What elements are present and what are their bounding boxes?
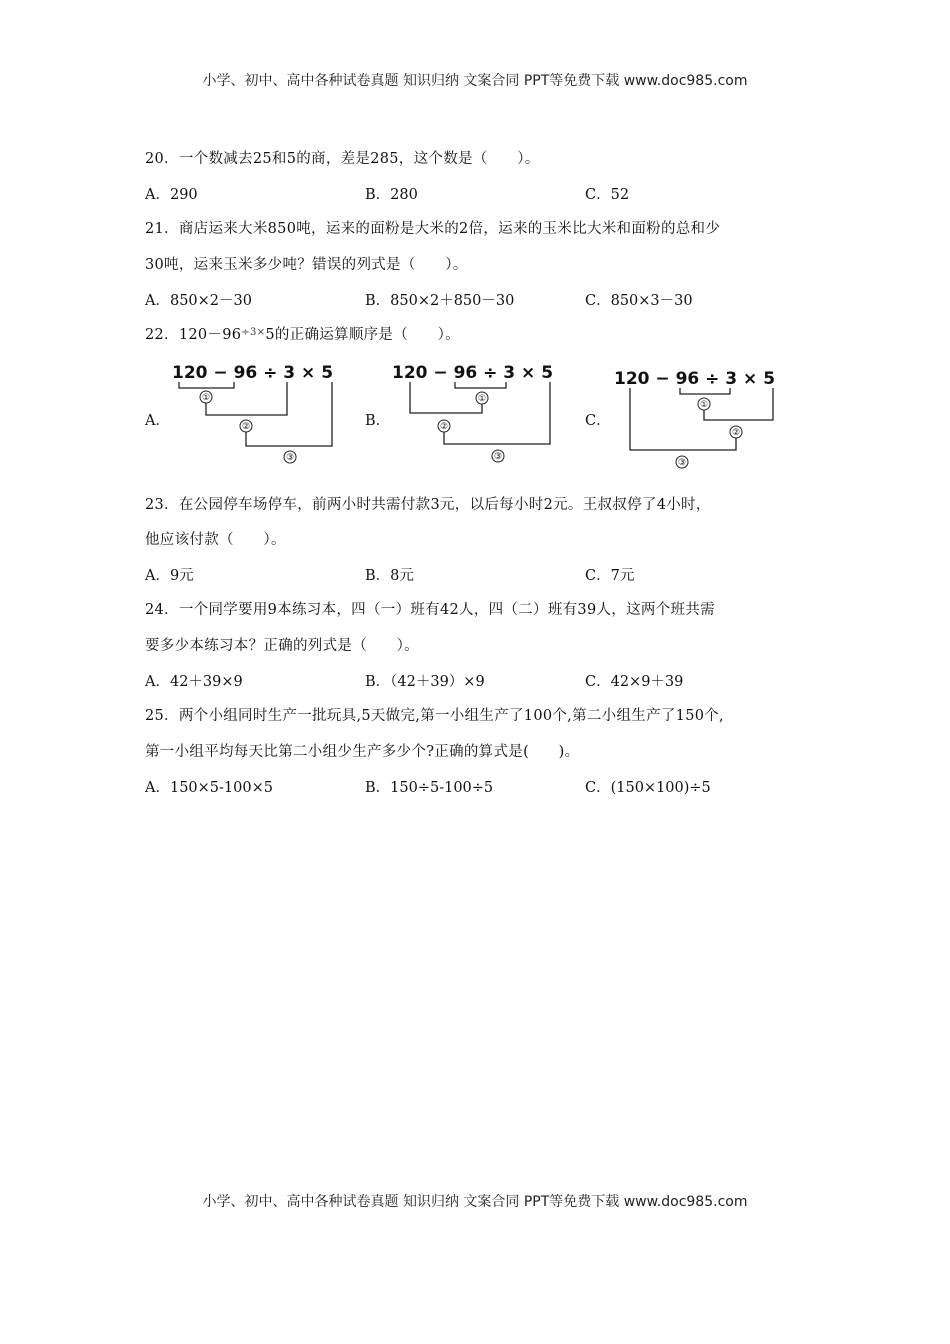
diagram-c-bracket-3: [630, 388, 736, 450]
page-footer: 小学、初中、高中各种试卷真题 知识归纳 文案合同 PPT等免费下载 www.doc985.com: [202, 1194, 748, 1210]
diagram-a-step-2: ②: [241, 422, 251, 432]
q22-diagram-c[interactable]: [612, 364, 787, 476]
diagram-a-step-1: ①: [201, 393, 211, 403]
q25-option-c[interactable]: C．(150×100)÷5: [585, 780, 711, 796]
q25-stem-line2: 第一小组平均每天比第二小组少生产多少个?正确的算式是( )。: [145, 744, 580, 760]
q21-option-b[interactable]: B．850×2＋850－30: [365, 293, 515, 309]
q22-stem-pre: 22．120－96: [145, 327, 242, 343]
diagram-c-step-3: ③: [677, 458, 687, 468]
q23-option-a[interactable]: A．9元: [145, 568, 194, 584]
q20-option-c[interactable]: C．52: [585, 187, 630, 203]
q20-option-a[interactable]: A．290: [145, 187, 198, 203]
diagram-a-bracket-2: [206, 382, 287, 415]
diagram-c-bracket-2: [704, 388, 773, 420]
q25-stem-line1: 25．两个小组同时生产一批玩具,5天做完,第一小组生产了100个,第二小组生产了150个,: [145, 708, 724, 724]
q22-option-b-label[interactable]: B．: [365, 413, 391, 429]
q22-option-a-label[interactable]: A．: [145, 413, 170, 429]
q21-option-c[interactable]: C．850×3－30: [585, 293, 693, 309]
q22-stem-sup: ÷3×: [241, 327, 266, 338]
q24-option-a[interactable]: A．42＋39×9: [145, 674, 243, 690]
diagram-b-step-2: ②: [439, 422, 449, 432]
q21-option-a[interactable]: A．850×2－30: [145, 293, 252, 309]
q25-option-a[interactable]: A．150×5-100×5: [145, 780, 273, 796]
diagram-a-bracket-3: [246, 382, 332, 446]
page-header: 小学、初中、高中各种试卷真题 知识归纳 文案合同 PPT等免费下载 www.doc985.com: [202, 73, 748, 89]
diagram-b-expression: 120 − 96 ÷ 3 × 5: [392, 363, 554, 383]
diagram-b-bracket-2: [410, 382, 482, 413]
q22-stem-post: 5的正确运算顺序是（ ）。: [265, 327, 460, 343]
q23-stem-line2: 他应该付款（ ）。: [145, 532, 286, 548]
q24-stem-line1: 24．一个同学要用9本练习本，四（一）班有42人，四（二）班有39人，这两个班共需: [145, 602, 715, 618]
q24-stem-line2: 要多少本练习本？正确的列式是（ ）。: [145, 638, 419, 654]
q24-option-b[interactable]: B．（42＋39）×9: [365, 674, 485, 690]
diagram-c-step-1: ①: [699, 400, 709, 410]
diagram-a-expression: 120 − 96 ÷ 3 × 5: [172, 363, 334, 383]
diagram-a-step-3: ③: [285, 453, 295, 463]
diagram-c-expression: 120 − 96 ÷ 3 × 5: [614, 369, 776, 389]
q25-option-b[interactable]: B．150÷5-100÷5: [365, 780, 494, 796]
q22-stem: [145, 323, 460, 344]
q20-stem: 20．一个数减去25和5的商，差是285，这个数是（ ）。: [145, 151, 540, 167]
q23-option-b[interactable]: B．8元: [365, 568, 414, 584]
diagram-b-step-3: ③: [493, 452, 503, 462]
q20-option-b[interactable]: B．280: [365, 187, 418, 203]
q23-option-c[interactable]: C．7元: [585, 568, 635, 584]
q22-diagram-a[interactable]: [170, 358, 345, 470]
diagram-b-step-1: ①: [477, 394, 487, 404]
q23-stem-line1: 23．在公园停车场停车，前两小时共需付款3元，以后每小时2元。王叔叔停了4小时，: [145, 497, 711, 513]
diagram-c-step-2: ②: [731, 428, 741, 438]
q24-option-c[interactable]: C．42×9＋39: [585, 674, 684, 690]
q21-stem-line1: 21．商店运来大米850吨，运来的面粉是大米的2倍，运来的玉米比大米和面粉的总和少: [145, 221, 721, 237]
q22-diagram-b[interactable]: [390, 358, 565, 470]
q21-stem-line2: 30吨，运来玉米多少吨？错误的列式是（ ）。: [145, 257, 468, 273]
q22-option-c-label[interactable]: C．: [585, 413, 611, 429]
